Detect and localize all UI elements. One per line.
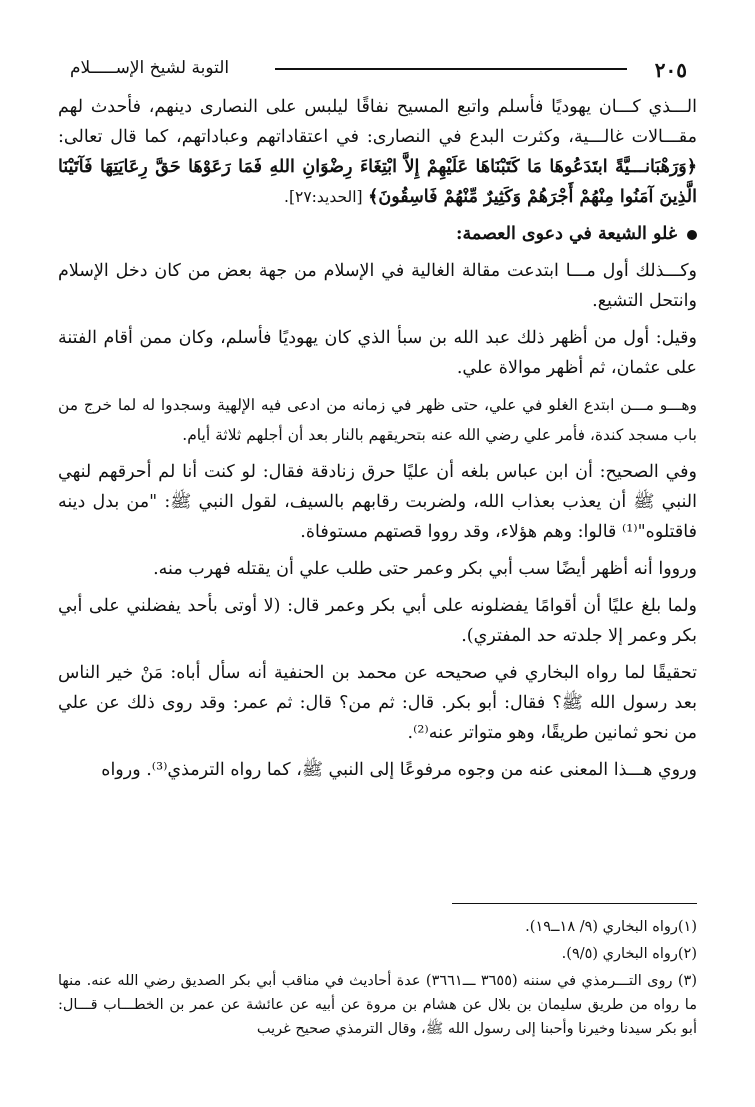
running-title: التوبة لشيخ الإســـــلام [70, 58, 230, 78]
quran-reference: [الحديد:٢٧]. [284, 188, 363, 206]
footnotes [58, 915, 697, 1044]
paragraph-5: وفي الصحيح: أن ابن عباس بلغه أن عليًا حرق زنادقة فقال: لو كنت أنا لم أحرقهم لنهي النبي ﷺ أن يعذب بعذاب الله، ولضربت رقابهم بالسيف، لقول النبي ﷺ: "من بدل دينه فاقتلوه"⁽¹⁾ قالوا: وهم هؤلاء، وقد رووا قصتهم مستوفاة. [58, 462, 697, 542]
paragraph-9: وروي هـــذا المعنى عنه من وجوه مرفوعًا إلى النبي ﷺ، كما رواه الترمذي⁽³⁾. ورواه [101, 760, 697, 780]
section-heading-text: غلو الشيعة في دعوى العصمة: [456, 224, 677, 244]
paragraph-4: وهـــو مـــن ابتدع الغلو في علي، حتى ظهر في زمانه من ادعى فيه الإلهية وسجدوا له لما خرج من باب مسجد كندة، فأمر علي رضي الله عنه بتحريقهم بالنار بعد أن أجلهم ثلاثة أيام. [58, 396, 697, 444]
footnote-2: (٢)رواه البخاري (٩/٥). [561, 946, 697, 962]
paragraph-1 [58, 92, 697, 212]
header-rule [275, 68, 627, 70]
quran-verse: ﴿وَرَهْبَانـــيَّةً ابتَدَعُوهَا مَا كَتَبْنَاهَا عَلَيْهِمْ إِلاَّ ابْتِغَاءَ رِضْوَانِ اللهِ فَمَا رَعَوْهَا حَقَّ رِعَايَتِهَا فَآتَيْنَا الَّذِينَ آمَنُوا مِنْهُمْ أَجْرَهُمْ وَكَثِيرٌ مِّنْهُمْ فَاسِقُونَ﴾ [58, 157, 697, 207]
main-text [58, 92, 697, 792]
page-header [60, 58, 695, 84]
paragraph-6: ورووا أنه أظهر أيضًا سب أبي بكر وعمر حتى طلب علي أن يقتله فهرب منه. [153, 559, 697, 579]
footnote-3: (٣) روى التـــرمذي في سننه (٣٦٥٥ ـــ٣٦٦١) عدة أحاديث في مناقب أبي بكر الصديق رضي الله عنه. منها ما رواه من طريق سليمان بن بلال عن هشام بن مروة عن أبيه عن عائشة عن عمر بن الخطـــاب قـــال: أبو بكر سيدنا وخيرنا وأحبنا إلى رسول الله ﷺ، وقال الترمذي صحيح غريب [58, 973, 697, 1037]
section-heading [58, 219, 697, 249]
paragraph-3: وقيل: أول من أظهر ذلك عبد الله بن سبأ الذي كان يهوديًا فأسلم، وكان ممن أقام الفتنة على عثمان، ثم أظهر موالاة علي. [58, 328, 697, 378]
paragraph-1-text: الـــذي كـــان يهوديًا فأسلم واتبع المسيح نفاقًا ليلبس على النصارى دينهم، فأحدث لهم مقـــالات غالـــية، وكثرت البدع في النصارى: في اعتقاداتهم وعباداتهم، كما قال تعالى: [58, 97, 697, 147]
footnote-1: (١)رواه البخاري (٩/ ١٨ــ١٩). [525, 919, 697, 935]
page-number: ٢٠٥ [654, 58, 687, 82]
paragraph-7: ولما بلغ عليًا أن أقوامًا يفضلونه على أبي بكر وعمر قال: (لا أوتى بأحد يفضلني على أبي بكر وعمر إلا جلدته حد المفتري). [58, 596, 697, 646]
footnote-separator [452, 903, 697, 904]
paragraph-2: وكـــذلك أول مـــا ابتدعت مقالة الغالية في الإسلام من جهة بعض من كان دخل الإسلام وانتحل التشيع. [58, 261, 697, 311]
paragraph-8: تحقيقًا لما رواه البخاري في صحيحه عن محمد بن الحنفية أنه سأل أباه: مَنْ خير الناس بعد رسول الله ﷺ؟ فقال: أبو بكر. قال: ثم من؟ قال: ثم عمر: وقد روى ذلك عن علي من نحو ثمانين طريقًا، وهو متواتر عنه⁽²⁾. [58, 663, 697, 743]
bullet-icon [687, 230, 697, 240]
